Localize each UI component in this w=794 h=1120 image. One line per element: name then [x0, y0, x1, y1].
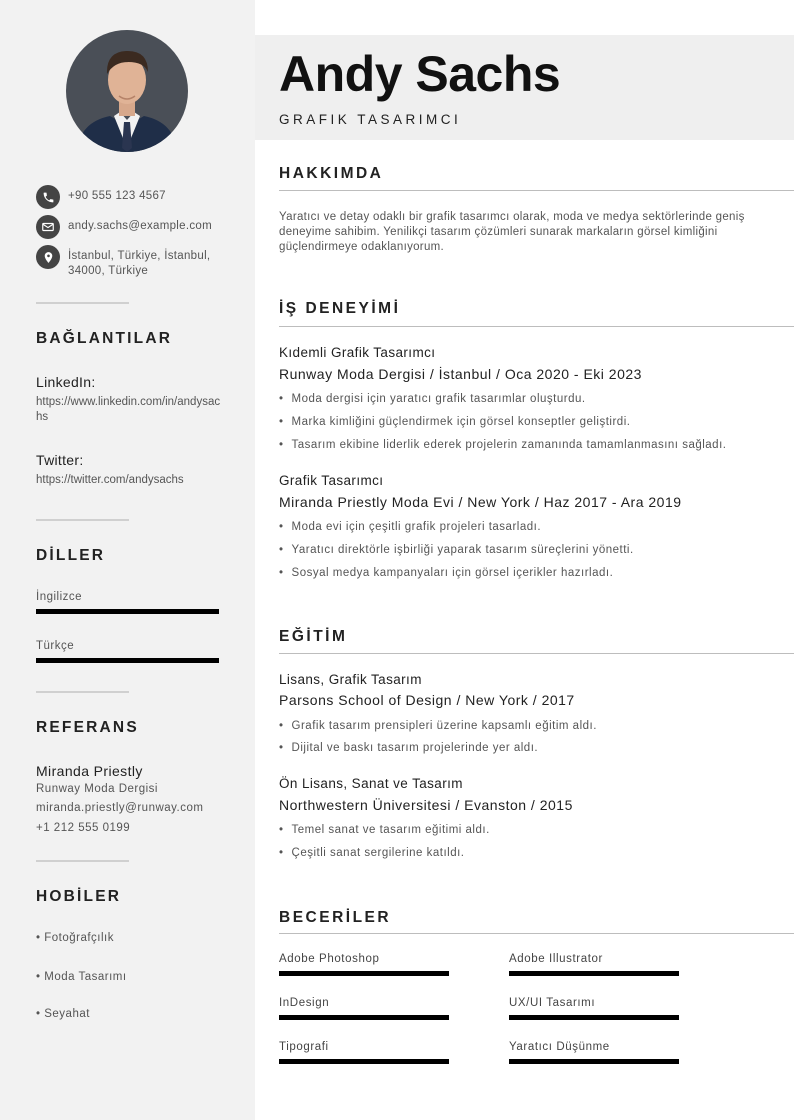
- reference-heading: REFERANS: [36, 719, 139, 736]
- phone-text: +90 555 123 4567: [68, 190, 166, 202]
- linkedin-link[interactable]: https://www.linkedin.com/in/andysachs: [36, 396, 221, 423]
- job-title-entry: Grafik Tasarımcı: [279, 473, 384, 488]
- job-bullet: • Marka kimliğini güçlendirmek için görsel konseptler geliştirdi.: [279, 416, 630, 428]
- degree-bullet: • Dijital ve baskı tasarım projelerinde yer aldı.: [279, 742, 538, 754]
- skill-label: Tipografi: [279, 1041, 329, 1053]
- degree-bullet: • Grafik tasarım prensipleri üzerine kapsamlı eğitim aldı.: [279, 720, 597, 732]
- avatar: [66, 30, 188, 152]
- divider: [36, 691, 129, 693]
- reference-email: miranda.priestly@runway.com: [36, 802, 204, 814]
- hobby-item: • Fotoğrafçılık: [36, 932, 115, 944]
- hobbies-heading: HOBİLER: [36, 888, 122, 905]
- contact-phone: [36, 185, 238, 209]
- full-name: Andy Sachs: [279, 46, 561, 102]
- degree-bullet: • Çeşitli sanat sergilerine katıldı.: [279, 847, 465, 859]
- section-rule: [279, 933, 794, 934]
- skill-label: Adobe Illustrator: [509, 953, 603, 965]
- divider: [36, 302, 129, 304]
- languages-heading: DİLLER: [36, 547, 106, 564]
- skills-heading: BECERİLER: [279, 909, 392, 926]
- reference-name: Miranda Priestly: [36, 763, 143, 779]
- language-level-bar: [36, 658, 219, 663]
- skill-level-bar: [279, 1059, 449, 1064]
- main-content: [255, 0, 794, 1120]
- section-rule: [279, 190, 794, 191]
- linkedin-label: LinkedIn:: [36, 374, 96, 390]
- language-label: Türkçe: [36, 640, 75, 652]
- header: [255, 35, 794, 140]
- about-text: Yaratıcı ve detay odaklı bir grafik tasarımcı olarak, moda ve medya sektörlerinde geniş deneyime sahibim. Yenilikçi tasarım çözümleri sunarak markaların görsel kimliğini güçlendirmeye odaklanıyorum.: [279, 211, 745, 253]
- reference-phone: +1 212 555 0199: [36, 822, 131, 834]
- hobby-item: • Seyahat: [36, 1008, 90, 1020]
- job-title-entry: Kıdemli Grafik Tasarımcı: [279, 345, 436, 360]
- divider: [36, 860, 129, 862]
- profile-photo-icon: [66, 30, 188, 152]
- job-title: GRAFIK TASARIMCI: [279, 112, 462, 127]
- skill-level-bar: [509, 971, 679, 976]
- location-icon: [36, 245, 60, 269]
- degree-title: Ön Lisans, Sanat ve Tasarım: [279, 776, 463, 791]
- contact-email: [36, 215, 238, 239]
- address-text: İstanbul, Türkiye, İstanbul, 34000, Türkiye: [68, 250, 211, 277]
- twitter-link[interactable]: https://twitter.com/andysachs: [36, 474, 184, 486]
- skill-level-bar: [279, 1015, 449, 1020]
- section-rule: [279, 326, 794, 327]
- contact-address: [36, 245, 238, 279]
- links-heading: BAĞLANTILAR: [36, 330, 173, 347]
- education-heading: EĞİTİM: [279, 628, 348, 645]
- hobby-item: • Moda Tasarımı: [36, 971, 127, 983]
- divider: [36, 519, 129, 521]
- degree-details: Parsons School of Design / New York / 2017: [279, 692, 575, 708]
- language-label: İngilizce: [36, 591, 83, 603]
- job-bullet: • Moda dergisi için yaratıcı grafik tasarımlar oluşturdu.: [279, 393, 586, 405]
- job-details: Miranda Priestly Moda Evi / New York / Haz 2017 - Ara 2019: [279, 494, 682, 510]
- job-bullet: • Yaratıcı direktörle işbirliği yaparak tasarım süreçlerini yönetti.: [279, 544, 634, 556]
- skill-level-bar: [279, 971, 449, 976]
- language-level-bar: [36, 609, 219, 614]
- skill-level-bar: [509, 1015, 679, 1020]
- skill-label: Adobe Photoshop: [279, 953, 380, 965]
- mail-icon: [36, 215, 60, 239]
- job-bullet: • Sosyal medya kampanyaları için görsel içerikler hazırladı.: [279, 567, 613, 579]
- skill-label: InDesign: [279, 997, 330, 1009]
- degree-title: Lisans, Grafik Tasarım: [279, 672, 422, 687]
- reference-company: Runway Moda Dergisi: [36, 783, 158, 795]
- sidebar: [0, 0, 255, 1120]
- skill-label: Yaratıcı Düşünme: [509, 1041, 610, 1053]
- degree-bullet: • Temel sanat ve tasarım eğitimi aldı.: [279, 824, 490, 836]
- experience-heading: İŞ DENEYİMİ: [279, 300, 401, 317]
- skill-level-bar: [509, 1059, 679, 1064]
- section-rule: [279, 653, 794, 654]
- phone-icon: [36, 185, 60, 209]
- twitter-label: Twitter:: [36, 452, 84, 468]
- email-text: andy.sachs@example.com: [68, 220, 212, 232]
- job-bullet: • Tasarım ekibine liderlik ederek projelerin zamanında tamamlanmasını sağladı.: [279, 439, 726, 451]
- skill-label: UX/UI Tasarımı: [509, 997, 596, 1009]
- job-details: Runway Moda Dergisi / İstanbul / Oca 2020 - Eki 2023: [279, 366, 642, 382]
- degree-details: Northwestern Üniversitesi / Evanston / 2015: [279, 797, 573, 813]
- job-bullet: • Moda evi için çeşitli grafik projeleri tasarladı.: [279, 521, 541, 533]
- about-heading: HAKKIMDA: [279, 165, 384, 182]
